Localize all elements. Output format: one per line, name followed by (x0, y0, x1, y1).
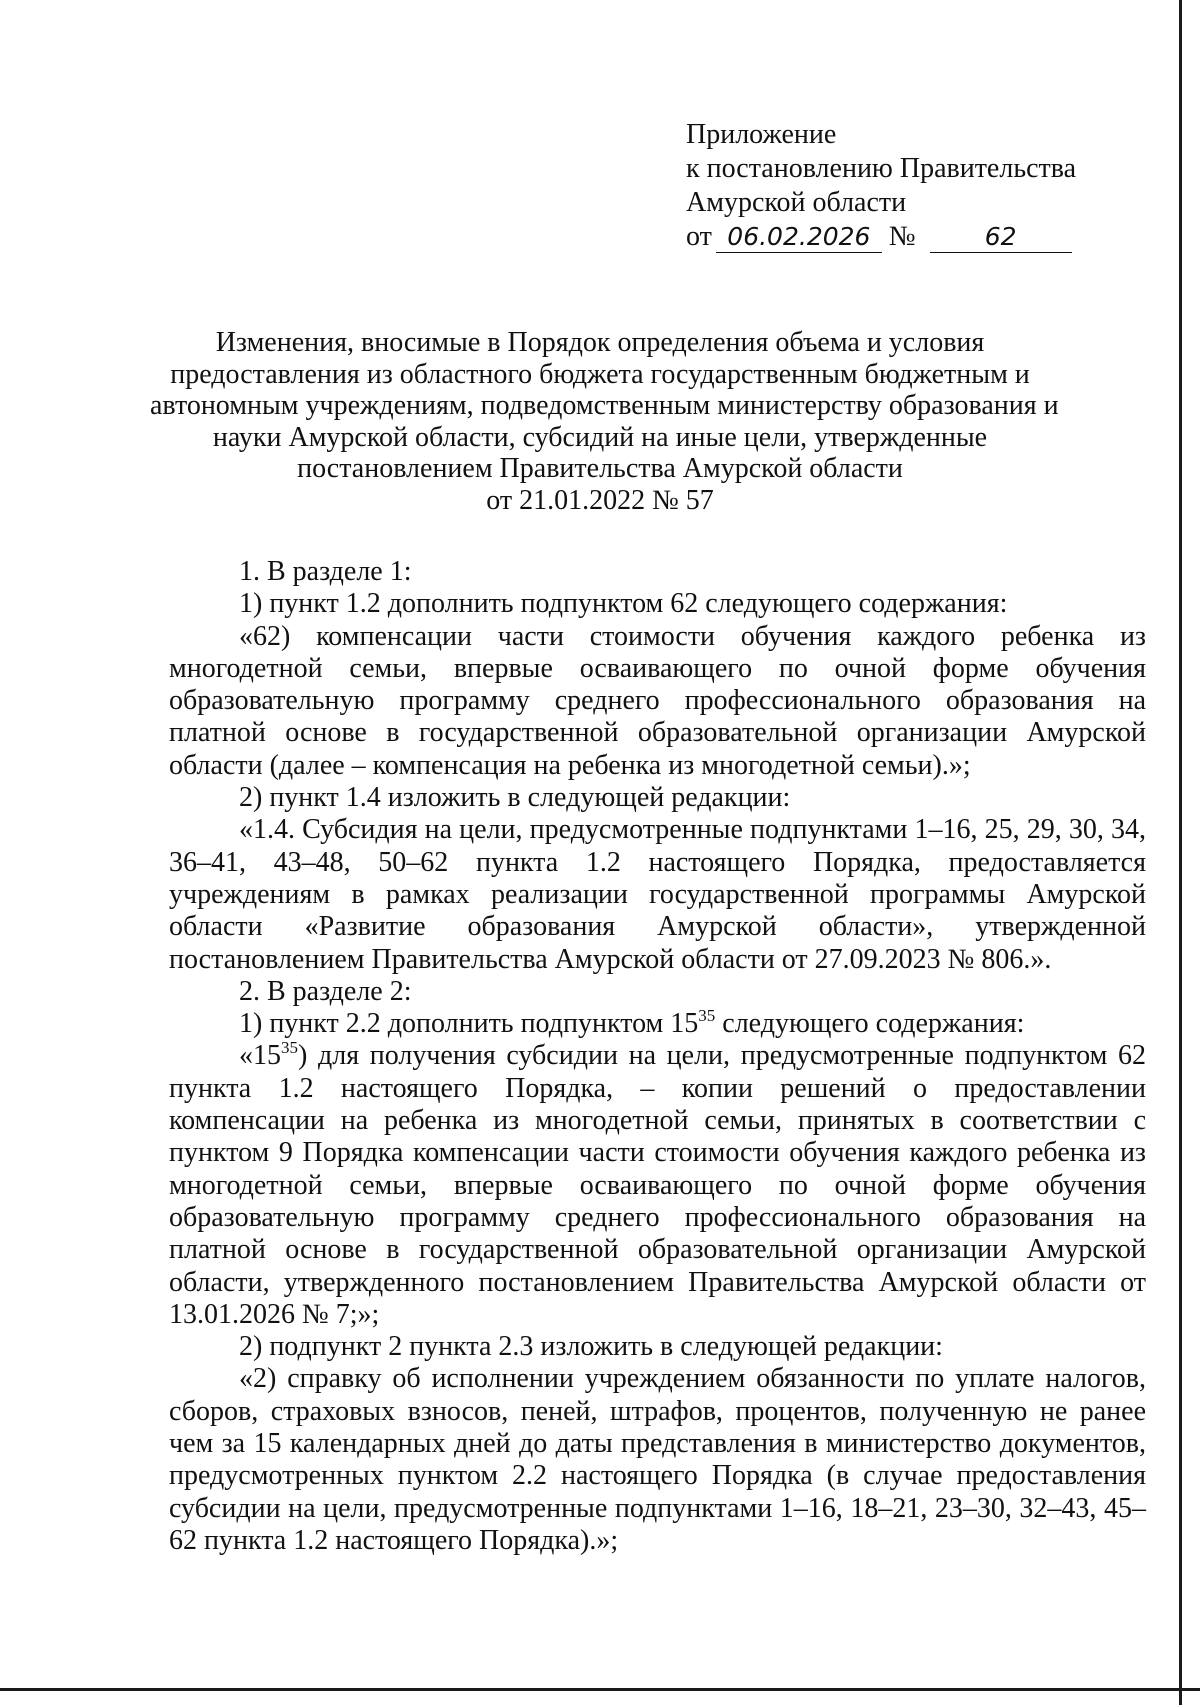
title-line: автономным учреждениям, подведомственным министерству образования и (150, 390, 1059, 421)
document-body (169, 556, 1146, 1557)
page-edge-bottom (0, 1688, 1200, 1691)
title-line: постановлением Правительства Амурской области (297, 453, 903, 484)
annex-date-number-line (686, 220, 1076, 254)
document-title (150, 327, 1059, 516)
annex-line-resolution: к постановлению Правительства (686, 153, 1077, 184)
title-line: Изменения, вносимые в Порядок определения объема и условия (215, 327, 985, 358)
text-run: ) для получения субсидии на цели, предусмотренные подпунктом 62 пункта 1.2 настоящего Порядка, – копии решений о предоставлении компенсации на ребенка из многодетной семьи, принятых в соответствии с пунктом 9 Порядка компенсации части стоимости обучения каждого ребенка из многодетной семьи, впервые осваивающего по очной форме обучения образовательную программу среднего профессионального образования на платной основе в государственной образовательной организации Амурской области, утвержденного постановлением Правительства Амурской области от 13.01.2026 № 7;»; (169, 1040, 1146, 1330)
handwritten-number: 62 (930, 222, 1072, 253)
text-run: 1) пункт 2.2 дополнить подпунктом 15 (239, 1008, 699, 1040)
annex-title: Приложение (686, 119, 837, 150)
annex-block (686, 118, 1076, 254)
title-line: от 21.01.2022 № 57 (486, 484, 714, 516)
paragraph-subitem-2-text: «2) справку об исполнении учреждением обязанности по уплате налогов, сборов, страховых взносов, пеней, штрафов, процентов, полученную не ранее чем за 15 календарных дней до даты представления в министерство документов, предусмотренных пунктом 2.2 настоящего Порядка (в случае предоставления субсидии на цели, предусмотренные подпунктами 1–16, 18–21, 23–30, 32–43, 45–62 пункта 1.2 настоящего Порядка).»; (169, 1363, 1146, 1556)
paragraph-item-2-3: 2) подпункт 2 пункта 2.3 изложить в следующей редакции: (239, 1331, 943, 1363)
paragraph-item-2-2 (169, 1008, 1146, 1040)
paragraph-item-1-2: 1) пункт 1.2 дополнить подпунктом 62 следующего содержания: (239, 588, 1008, 620)
title-line: науки Амурской области, субсидий на иные цели, утвержденные (212, 421, 988, 453)
text-run: «15 (239, 1040, 281, 1072)
paragraph-item-1-4-text: «1.4. Субсидия на цели, предусмотренные подпунктами 1–16, 25, 29, 30, 34, 36–41, 43–48, 50–62 пункта 1.2 настоящего Порядка, предоставляется учреждениям в рамках реализации государственной программы Амурской области «Развитие образования Амурской области», утвержденной постановлением Правительства Амурской области от 27.09.2023 № 806.». (169, 814, 1146, 975)
paragraph-item-1-4: 2) пункт 1.4 изложить в следующей редакции: (239, 782, 791, 814)
page-edge-right (1179, 0, 1182, 1705)
paragraph-subitem-62: «62) компенсации части стоимости обучения каждого ребенка из многодетной семьи, впервые осваивающего по очной форме обучения образовательную программу среднего профессионального образования на платной основе в государственной образовательной организации Амурской области (далее – компенсация на ребенка из многодетной семьи).»; (169, 620, 1146, 781)
title-line: предоставления из областного бюджета государственным бюджетным и (170, 358, 1030, 390)
section-2-heading: 2. В разделе 2: (239, 975, 412, 1007)
annex-date-prefix: от (686, 221, 712, 252)
text-run: следующего содержания: (715, 1008, 1025, 1040)
handwritten-date: 06.02.2026 (716, 222, 882, 253)
superscript: 35 (281, 1038, 298, 1058)
annex-line-region: Амурской области (686, 187, 907, 218)
section-1-heading: 1. В разделе 1: (239, 556, 412, 587)
paragraph-subitem-15-35 (169, 1040, 1146, 1331)
annex-number-sign: № (888, 221, 916, 252)
superscript: 35 (698, 1006, 716, 1026)
